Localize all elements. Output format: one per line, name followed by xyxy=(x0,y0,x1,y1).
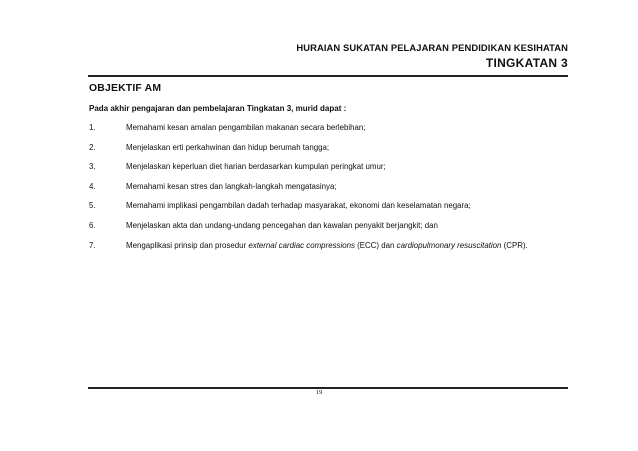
objective-number: 3. xyxy=(89,162,96,172)
objective-item xyxy=(89,221,589,241)
objective-number: 6. xyxy=(89,220,96,230)
objective-text-part: (CPR). xyxy=(501,240,528,250)
objective-number: 1. xyxy=(89,123,96,132)
objective-item xyxy=(89,241,589,261)
objective-text: Memahami kesan stres dan langkah-langkah mengatasinya; xyxy=(126,181,337,191)
document-header xyxy=(296,42,568,70)
objective-number: 2. xyxy=(89,142,96,152)
page-number: 19 xyxy=(315,389,323,396)
cpr-term: cardiopulmonary resuscitation xyxy=(396,240,502,250)
objective-number: 5. xyxy=(89,201,96,211)
objective-item xyxy=(89,162,589,182)
top-divider xyxy=(88,75,568,77)
objective-text xyxy=(126,241,528,250)
objective-text: Memahami implikasi pengambilan dadah terhadap masyarakat, ekonomi dan keselamatan negara; xyxy=(126,201,471,211)
objective-number: 4. xyxy=(89,181,96,191)
ecc-term: external cardiac compressions xyxy=(248,240,355,250)
objective-text: Menjelaskan akta dan undang-undang pencegahan dan kawalan penyakit berjangkit; dan xyxy=(126,220,438,230)
objective-text: Memahami kesan amalan pengambilan makanan secara berlebihan; xyxy=(126,123,366,132)
objective-number: 7. xyxy=(89,240,96,250)
objective-text: Menjelaskan erti perkahwinan dan hidup berumah tangga; xyxy=(126,142,330,152)
objective-text: Menjelaskan keperluan diet harian berdasarkan kumpulan peringkat umur; xyxy=(126,162,386,172)
section-heading: OBJEKTIF AM xyxy=(89,83,162,94)
objective-item xyxy=(89,143,589,163)
syllabus-title: HURAIAN SUKATAN PELAJARAN PENDIDIKAN KESIHATAN xyxy=(296,42,568,53)
form-level-title: TINGKATAN 3 xyxy=(485,56,568,70)
objective-item xyxy=(89,123,589,143)
objective-text-part: Mengaplikasi prinsip dan prosedur xyxy=(126,240,249,250)
objective-item xyxy=(89,201,589,221)
objective-text-part: (ECC) dan xyxy=(354,240,397,250)
objectives-list xyxy=(89,123,589,260)
objective-item xyxy=(89,182,589,202)
intro-text: Pada akhir pengajaran dan pembelajaran Tingkatan 3, murid dapat : xyxy=(89,104,347,113)
